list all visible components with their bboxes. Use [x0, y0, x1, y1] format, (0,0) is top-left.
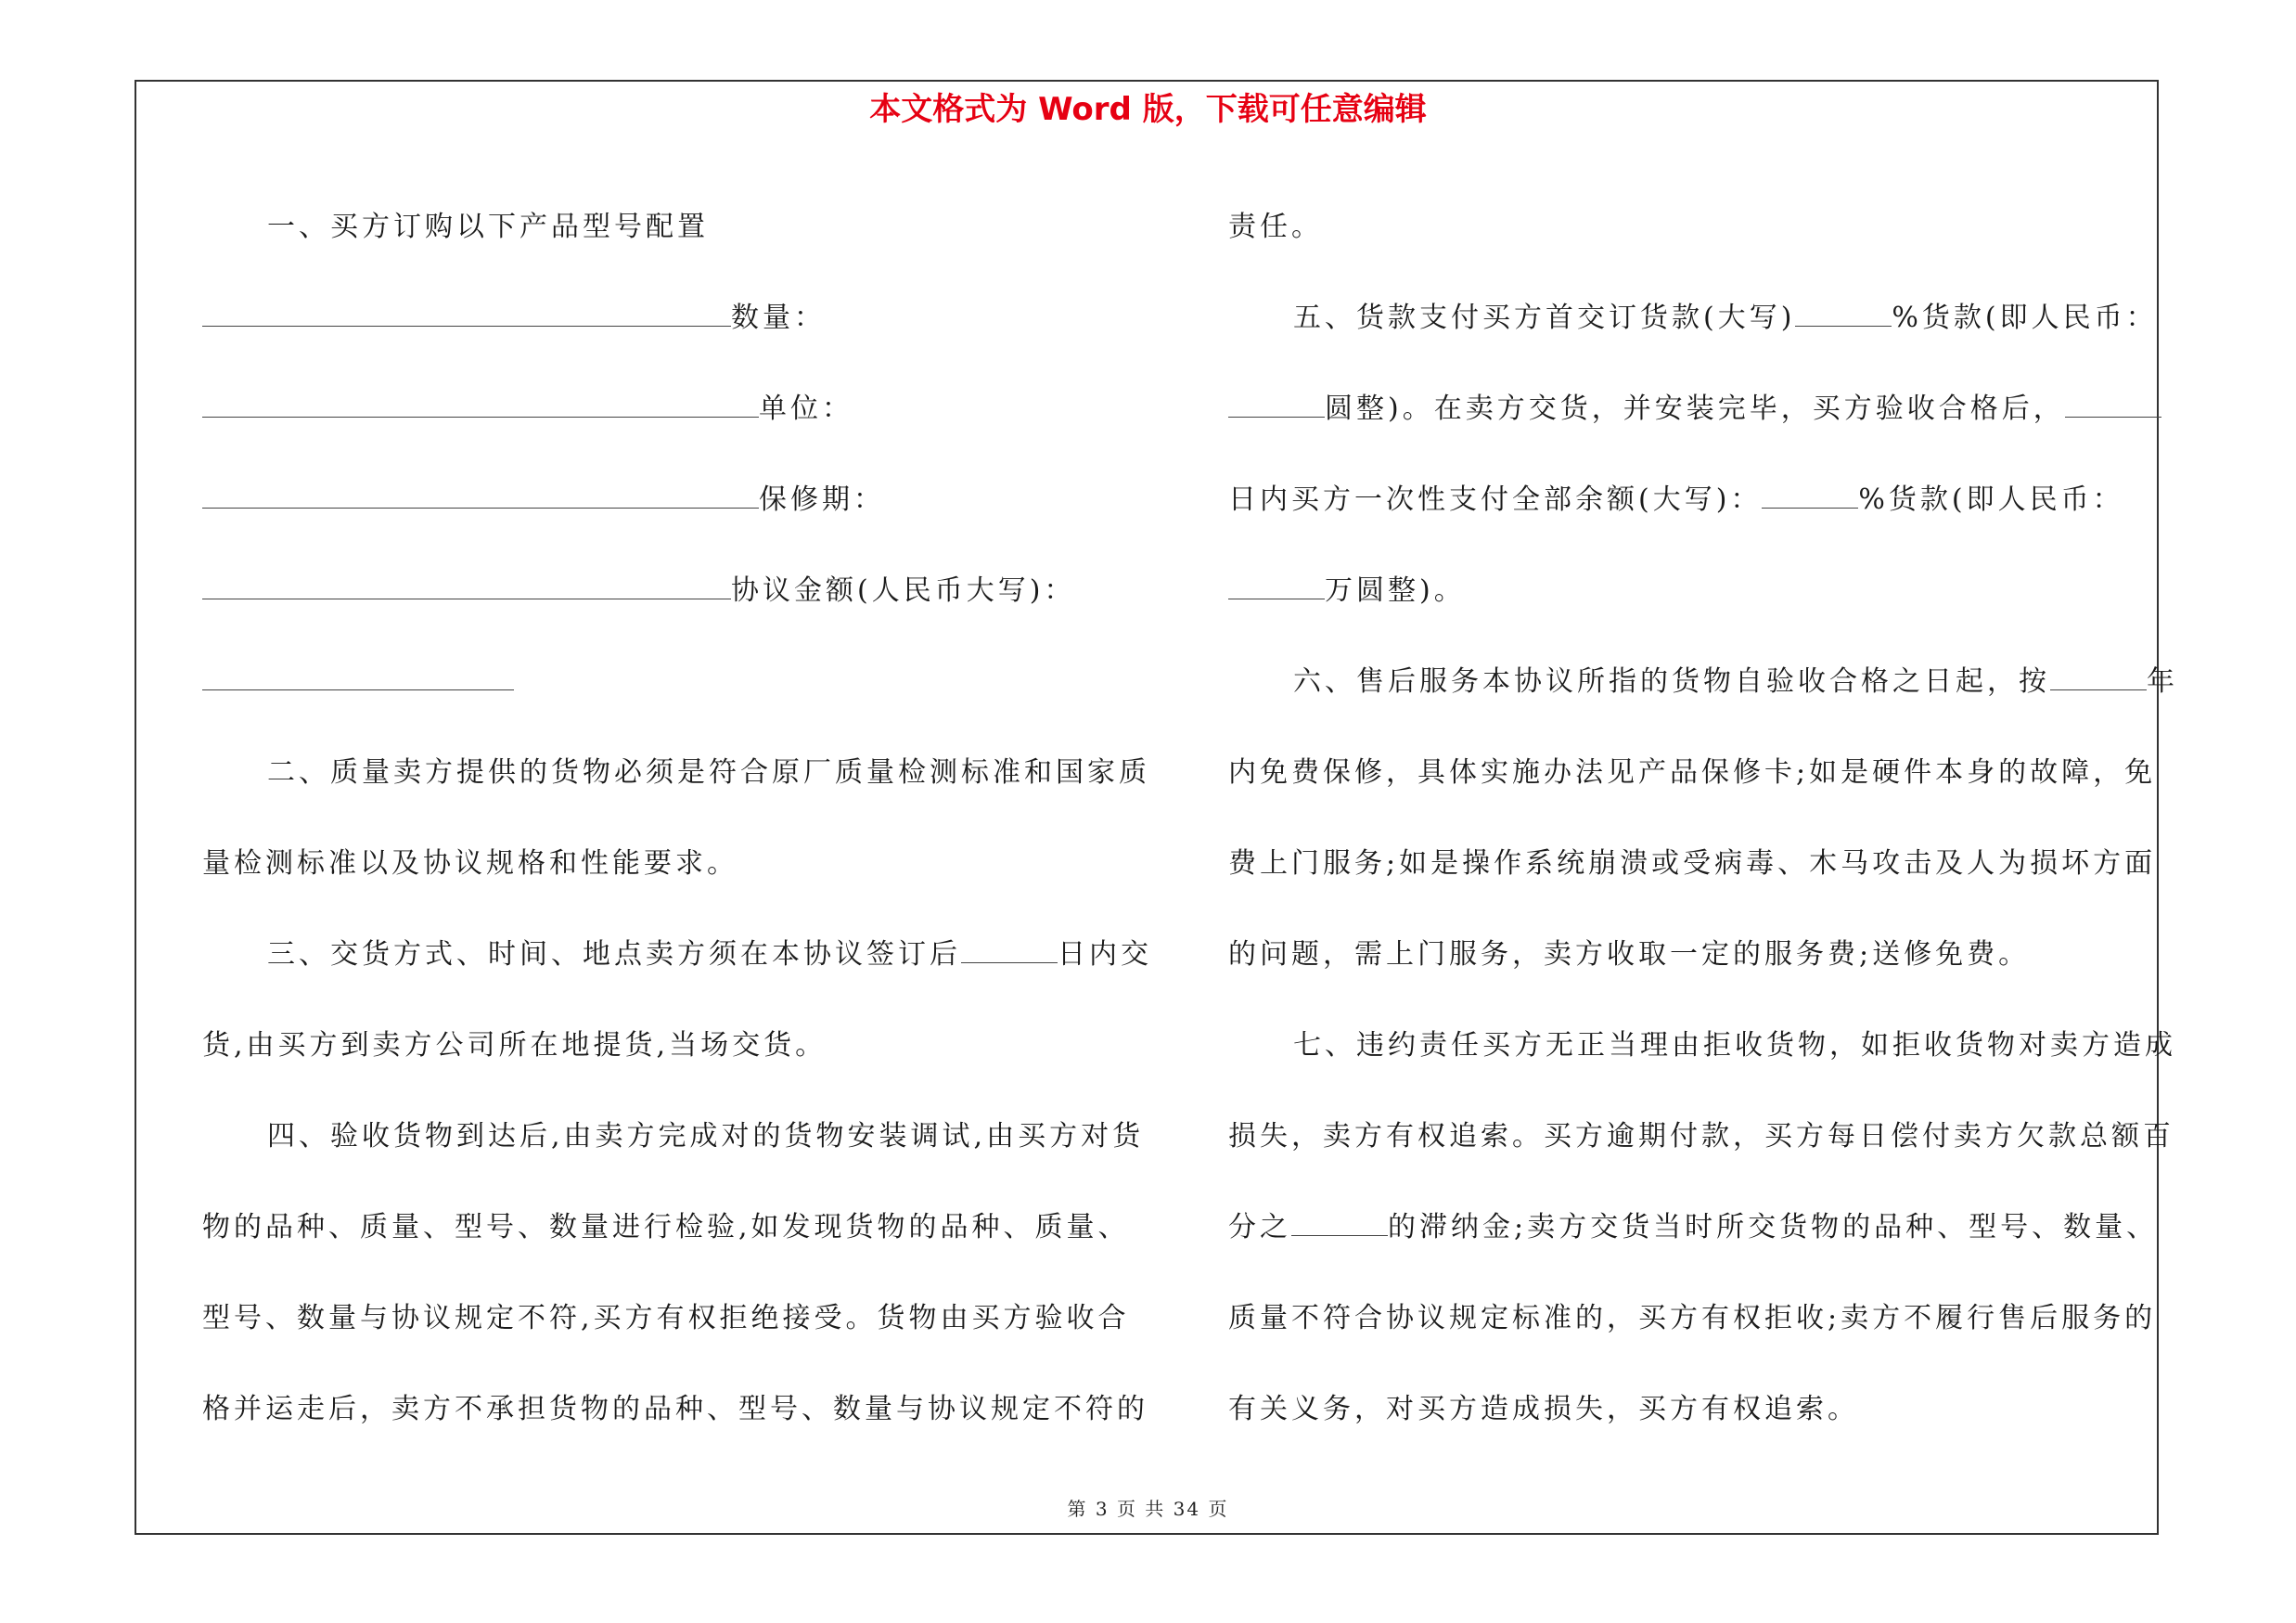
section-1-heading: 一、买方订购以下产品型号配置 — [267, 211, 709, 243]
section-7-text-a: 分之 — [1228, 1211, 1291, 1243]
balance-days-blank — [2065, 393, 2161, 418]
section-5-line-1 — [1228, 273, 2156, 364]
section-5-text-f: 万圆整)。 — [1325, 574, 1466, 607]
section-7-line-2: 损失，卖方有权追索。买方逾期付款，买方每日偿付卖方欠款总额百 — [1228, 1120, 2174, 1153]
section-7-line-5: 有关义务，对买方造成损失，买方有权追索。 — [1228, 1393, 1859, 1425]
section-4-line-1: 四、验收货物到达后,由卖方完成对的货物安装调试,由买方对货 — [267, 1120, 1145, 1153]
section-6-line-2: 内免费保修，具体实施办法见产品保修卡;如是硬件本身的故障，免 — [1228, 756, 2157, 789]
unit-blank — [202, 393, 759, 418]
section-6-line-3: 费上门服务;如是操作系统崩溃或受病毒、木马攻击及人为损坏方面 — [1228, 847, 2157, 880]
section-3-line-1 — [202, 909, 1152, 1000]
late-fee-blank — [1291, 1211, 1388, 1236]
section-5-text-b: %货款(即人民币： — [1892, 302, 2158, 334]
warranty-years-blank — [2050, 665, 2147, 690]
delivery-days-blank — [961, 938, 1058, 963]
section-2-line-2: 量检测标准以及协议规格和性能要求。 — [202, 847, 738, 880]
section-5-line-2 — [1228, 364, 2156, 455]
balance-amount-blank — [1228, 574, 1325, 599]
section-5-text-e: %货款(即人民币： — [1858, 483, 2124, 516]
unit-label: 单位： — [759, 393, 853, 425]
section-4-line-2: 物的品种、质量、型号、数量进行检验,如发现货物的品种、质量、 — [202, 1211, 1130, 1243]
section-4-line-3: 型号、数量与协议规定不符,买方有权拒绝接受。货物由买方验收合 — [202, 1302, 1130, 1334]
page-number: 第 3 页 共 34 页 — [1067, 1498, 1229, 1520]
section-6-line-4: 的问题，需上门服务，卖方收取一定的服务费;送修免费。 — [1228, 938, 2031, 971]
format-notice-text: 本文格式为 Word 版，下载可任意编辑 — [869, 91, 1427, 128]
amount-value-blank — [202, 665, 514, 690]
warranty-label: 保修期： — [759, 483, 885, 516]
quantity-field-row — [202, 273, 1130, 364]
down-payment-blank — [1795, 302, 1892, 327]
section-5-text-d: 日内买方一次性支付全部余额(大写)： — [1228, 483, 1763, 516]
right-column — [1228, 182, 2178, 1455]
amount-field-row — [202, 546, 1130, 637]
section-4-line-4: 格并运走后，卖方不承担货物的品种、型号、数量与协议规定不符的 — [202, 1393, 1148, 1425]
section-5-text-c: 圆整)。在卖方交货，并安装完毕，买方验收合格后， — [1325, 393, 2065, 425]
section-3-line-2: 货,由买方到卖方公司所在地提货,当场交货。 — [202, 1029, 827, 1062]
amount-blank — [202, 574, 731, 599]
section-4-line-5: 责任。 — [1228, 211, 1323, 243]
section-5-line-3 — [1228, 455, 2156, 546]
amount-value-row — [202, 637, 1130, 728]
format-notice — [0, 85, 2296, 134]
quantity-label: 数量： — [731, 302, 826, 334]
section-7-line-1: 七、违约责任买方无正当理由拒收货物，如拒收货物对卖方造成 — [1293, 1029, 2176, 1062]
quantity-blank — [202, 302, 731, 327]
section-6-text-b: 年 — [2147, 665, 2178, 698]
section-6-text-a: 六、售后服务本协议所指的货物自验收合格之日起，按 — [1293, 665, 2050, 698]
left-column — [202, 182, 1152, 1455]
unit-field-row — [202, 364, 1130, 455]
section-6-line-1 — [1228, 637, 2178, 728]
section-7-text-b: 的滞纳金;卖方交货当时所交货物的品种、型号、数量、 — [1388, 1211, 2159, 1243]
section-5-line-4 — [1228, 546, 2156, 637]
balance-percent-blank — [1762, 483, 1858, 509]
section-2-line-1: 二、质量卖方提供的货物必须是符合原厂质量检测标准和国家质 — [267, 756, 1150, 789]
section-7-line-4: 质量不符合协议规定标准的，买方有权拒收;卖方不履行售后服务的 — [1228, 1302, 2157, 1334]
section-3-text-b: 日内交 — [1058, 938, 1152, 971]
down-payment-amount-blank — [1228, 393, 1325, 418]
amount-label: 协议金额(人民币大写)： — [731, 574, 1076, 607]
warranty-blank — [202, 483, 759, 509]
warranty-field-row — [202, 455, 1130, 546]
section-7-line-3 — [1228, 1182, 2159, 1273]
section-5-text-a: 五、货款支付买方首交订货款(大写) — [1293, 302, 1796, 334]
section-3-text-a: 三、交货方式、时间、地点卖方须在本协议签订后 — [267, 938, 961, 971]
